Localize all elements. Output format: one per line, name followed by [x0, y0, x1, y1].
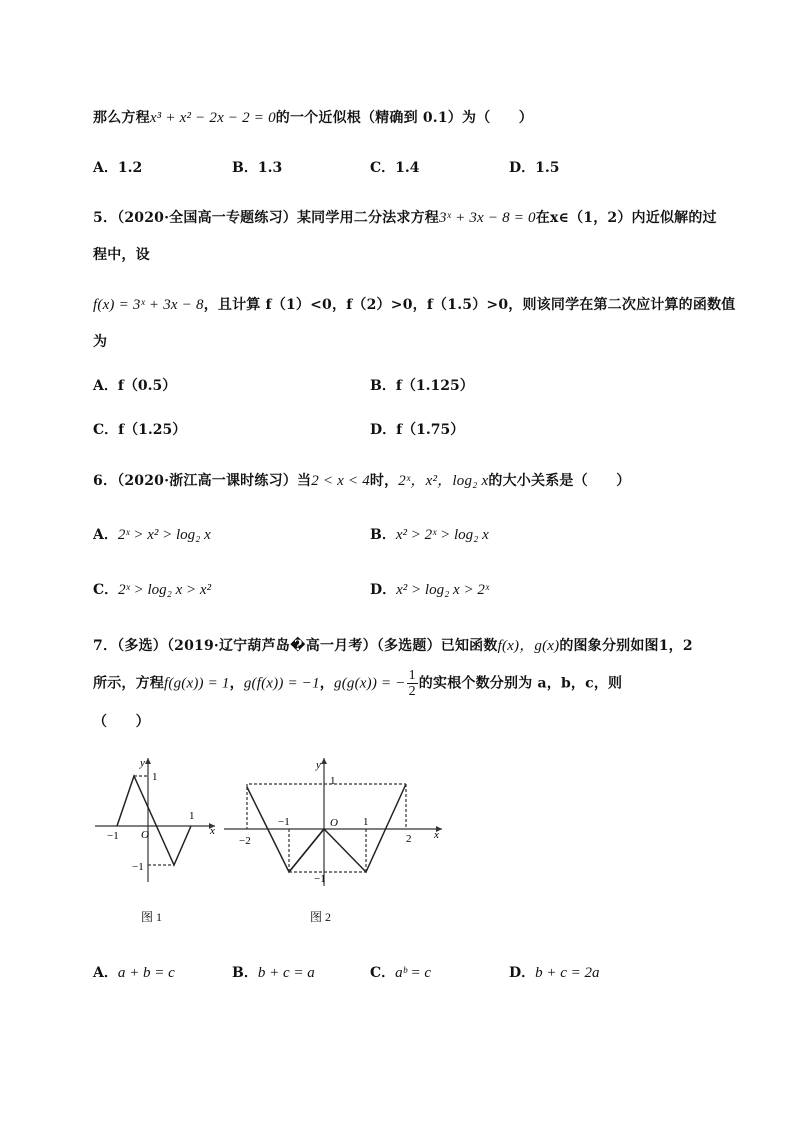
q7-option-d-text: b + c = 2a — [535, 965, 600, 981]
q5-option-b: B．f（1.125） — [370, 378, 474, 394]
figure-2-graph — [222, 752, 447, 890]
fig2-curve-main — [247, 784, 406, 872]
fig1-origin-label: O — [141, 829, 149, 841]
figure-2-caption: 图 2 — [310, 910, 332, 924]
q7-stem-line3: （ ） — [93, 714, 150, 730]
fig1-y-arrow — [145, 758, 151, 764]
q5-equation: 3ˣ + 3x − 8 = 0 — [438, 210, 536, 226]
fig1-y-label: y — [140, 757, 145, 769]
q6-option-c-text: 2ˣ > log₂ x > x² — [118, 582, 212, 598]
q4-stem — [93, 107, 533, 127]
q6-option-d — [370, 579, 489, 599]
q7-option-c-text: aᵇ = c — [395, 965, 431, 981]
q5-domain: x∈（1，2）内近似解的过 — [549, 210, 717, 226]
fig1-tick-1-right: 1 — [189, 810, 195, 822]
fig2-dash-top — [247, 784, 406, 787]
q7-stem-line2 — [93, 668, 622, 699]
q7-eq3-left: g(g(x)) = − — [334, 675, 406, 692]
q5-stem-line3 — [93, 294, 735, 314]
q6-option-d-text: x² > log₂ x > 2ˣ — [396, 582, 490, 598]
q7-option-d — [509, 962, 600, 982]
q6-option-d-letter: D． — [370, 582, 397, 598]
q7-stem-line1 — [93, 634, 693, 655]
fig2-tick-1-top: 1 — [330, 775, 336, 787]
q6-option-b-letter: B． — [370, 527, 396, 543]
q7-label: 7．（多选）（2019·辽宁葫芦岛�高一月考）（多选题）已知函数 — [93, 638, 498, 654]
q7-line2-prefix: 所示，方程 — [93, 675, 164, 692]
q5-mid: 在 — [535, 210, 550, 226]
q7-option-b-letter: B． — [232, 965, 258, 981]
q7-eq2: g(f(x)) = −1 — [243, 675, 320, 692]
fig1-tick-1-top: 1 — [152, 771, 158, 783]
figure-1-graph — [93, 752, 223, 887]
q5-stem-line4: 为 — [93, 334, 108, 350]
q5-option-a: A．f（0.5） — [93, 378, 177, 394]
q4-suffix: 的一个近似根（精确到 0.1）为（ ） — [275, 110, 534, 126]
q5-option-d: D．f（1.75） — [370, 422, 465, 438]
q4-option-c: C．1.4 — [370, 160, 420, 176]
q6-suffix: 的大小关系是（ ） — [488, 473, 631, 489]
q4-option-a: A．1.2 — [93, 160, 143, 176]
q7-option-a-letter: A． — [93, 965, 118, 981]
q7-label-suffix: 的图象分别如图1，2 — [559, 638, 693, 654]
fig1-x-label: x — [210, 825, 215, 837]
q7-option-d-letter: D． — [509, 965, 536, 981]
q7-funcs: f(x)，g(x) — [497, 638, 560, 654]
q7-fraction-num: 1 — [408, 668, 416, 683]
q5-option-c: C．f（1.25） — [93, 422, 187, 438]
q5-conditions: ，且计算 f（1）<0，f（2）>0，f（1.5）>0，则该同学在第二次应计算的函数值 — [203, 297, 736, 313]
q6-option-c — [93, 579, 211, 599]
q7-option-c-letter: C． — [370, 965, 396, 981]
fig2-tick-neg1-bottom: −1 — [314, 873, 326, 885]
figure-1-caption: 图 1 — [141, 910, 163, 924]
q6-stem — [93, 469, 630, 490]
fig2-origin-label: O — [330, 817, 338, 829]
fig1-tick-neg1-left: −1 — [107, 830, 119, 842]
fig2-y-arrow — [321, 758, 327, 764]
q7-line2-suffix: 的实根个数分别为 a，b，c，则 — [418, 675, 623, 692]
fig2-tick-neg2: −2 — [239, 835, 251, 847]
q7-fraction-den: 2 — [408, 684, 416, 699]
q5-label: 5．（2020·全国高一专题练习）某同学用二分法求方程 — [93, 210, 439, 226]
q7-option-a-text: a + b = c — [117, 965, 175, 981]
q7-option-b — [232, 962, 315, 982]
q6-label: 6．（2020·浙江高一课时练习）当 — [93, 473, 312, 489]
q7-option-c — [370, 962, 431, 982]
q7-sep1: ， — [229, 675, 244, 692]
q6-terms: 2ˣ，x²，log₂ x — [398, 473, 489, 489]
q6-option-a-letter: A． — [93, 527, 118, 543]
q5-stem-line1 — [93, 207, 717, 227]
q7-option-a — [93, 962, 175, 982]
fig1-curve — [117, 776, 191, 865]
q7-sep2: ， — [319, 675, 334, 692]
q4-option-d: D．1.5 — [509, 160, 560, 176]
q6-option-a — [93, 524, 211, 544]
q7-eq1: f(g(x)) = 1 — [164, 675, 230, 692]
fig1-tick-neg1-bottom: −1 — [132, 861, 144, 873]
q6-option-b — [370, 524, 489, 544]
q4-equation: x³ + x² − 2x − 2 = 0 — [149, 110, 276, 126]
fig2-tick-2: 2 — [406, 833, 412, 845]
q5-stem-line2: 程中，设 — [93, 247, 150, 263]
q6-option-a-text: 2ˣ > x² > log₂ x — [117, 527, 211, 543]
q4-prefix: 那么方程 — [93, 110, 150, 126]
q5-function: f(x) = 3ˣ + 3x − 8 — [93, 297, 204, 313]
q7-option-b-text: b + c = a — [257, 965, 315, 981]
fig2-tick-1: 1 — [363, 816, 369, 828]
q6-condition: 2 < x < 4 — [311, 473, 370, 489]
fig2-x-label: x — [434, 829, 439, 841]
fig2-y-label: y — [316, 759, 321, 771]
q6-option-b-text: x² > 2ˣ > log₂ x — [395, 527, 489, 543]
q7-fraction — [407, 668, 418, 699]
q6-option-c-letter: C． — [93, 582, 119, 598]
fig2-tick-neg1: −1 — [278, 816, 290, 828]
q6-mid: 时， — [369, 473, 399, 489]
q4-option-b: B．1.3 — [232, 160, 283, 176]
